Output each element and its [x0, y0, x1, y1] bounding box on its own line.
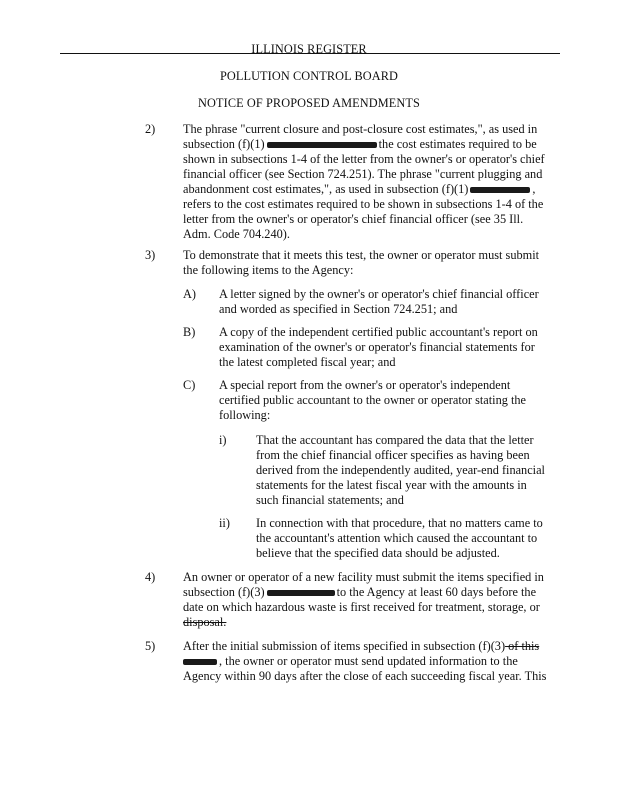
- paragraph-line: [183, 654, 518, 669]
- item-number: 4): [145, 570, 156, 584]
- paragraph-line: An owner or operator of a new facility must submit the items specified in: [183, 570, 544, 584]
- paragraph-text: , the owner or operator must send updated information to the: [219, 654, 518, 668]
- paragraph-line: That the accountant has compared the data that the letter: [256, 433, 534, 447]
- paragraph-line: A special report from the owner's or operator's independent: [219, 378, 511, 392]
- paragraph-line: A copy of the independent certified public accountant's report on: [219, 325, 538, 339]
- notice-title: NOTICE OF PROPOSED AMENDMENTS: [198, 96, 420, 110]
- paragraph-text: to the Agency at least 60 days before the: [336, 585, 537, 599]
- item-number: C): [183, 378, 196, 392]
- paragraph-line: [183, 585, 536, 600]
- paragraph-line: statements for the latest fiscal year with the amounts in: [256, 478, 527, 492]
- paragraph-line: the accountant's attention which caused the accountant to: [256, 531, 538, 545]
- board-title: POLLUTION CONTROL BOARD: [219, 69, 399, 83]
- item-number: A): [183, 287, 196, 301]
- paragraph-line: derived from the independently audited, year-end financial: [256, 463, 545, 477]
- paragraph-line: believe that the specified data should be adjusted.: [256, 546, 500, 560]
- struck-text: disposal.: [183, 615, 227, 629]
- paragraph-line: shown in subsections 1-4 of the letter from the owner's or operator's chief: [183, 152, 545, 166]
- paragraph-text: the cost estimates required to be: [378, 137, 537, 151]
- paragraph-line: In connection with that procedure, that no matters came to: [256, 516, 543, 530]
- struck-text: of this: [505, 639, 540, 653]
- item-number: ii): [219, 516, 230, 530]
- paragraph-line: the latest completed fiscal year; and: [219, 355, 396, 369]
- paragraph-line: The phrase "current closure and post-closure cost estimates,", as used in: [183, 122, 538, 136]
- redaction-mark: [470, 187, 530, 193]
- paragraph-text: subsection (f)(3): [183, 585, 265, 599]
- paragraph-line: Agency within 90 days after the close of each succeeding fiscal year. This: [183, 669, 547, 683]
- paragraph-line: examination of the owner's or operator's financial statements for: [219, 340, 535, 354]
- redaction-mark: [183, 659, 217, 665]
- paragraph-line: refers to the cost estimates required to be shown in subsections 1-4 of the: [183, 197, 544, 211]
- item-number: 3): [145, 248, 156, 262]
- paragraph-line: date on which hazardous waste is first received for treatment, storage, or: [183, 600, 540, 614]
- register-title: ILLINOIS REGISTER: [251, 42, 367, 56]
- paragraph-line: following:: [219, 408, 271, 422]
- paragraph-line: and worded as specified in Section 724.251; and: [219, 302, 458, 316]
- paragraph-text: subsection (f)(1): [183, 137, 265, 151]
- item-number: B): [183, 325, 196, 339]
- paragraph-line: from the chief financial officer specifies as having been: [256, 448, 530, 462]
- paragraph-line: [183, 615, 226, 630]
- paragraph-line: [183, 137, 537, 152]
- paragraph-text: After the initial submission of items specified in subsection (f)(3): [183, 639, 506, 653]
- paragraph-line: Adm. Code 704.240).: [183, 227, 290, 241]
- item-number: 5): [145, 639, 156, 653]
- paragraph-line: A letter signed by the owner's or operator's chief financial officer: [219, 287, 539, 301]
- paragraph-line: the following items to the Agency:: [183, 263, 354, 277]
- item-number: i): [219, 433, 227, 447]
- paragraph-line: such financial statements; and: [256, 493, 404, 507]
- paragraph-line: abandonment cost estimates,", as used in subsection (f)(1) ,: [183, 182, 536, 196]
- paragraph-text: abandonment cost estimates,", as used in subsection (f)(1): [183, 182, 469, 196]
- redaction-mark: [267, 142, 377, 148]
- paragraph-line: financial officer (see Section 724.251). The phrase "current plugging and: [183, 167, 543, 181]
- paragraph-line: letter from the owner's or operator's chief financial officer (see 35 Ill.: [183, 212, 524, 226]
- paragraph-line: certified public accountant to the owner or operator stating the: [219, 393, 526, 407]
- paragraph-line: To demonstrate that it meets this test, the owner or operator must submit: [183, 248, 540, 262]
- redaction-mark: [267, 590, 335, 596]
- item-number: 2): [145, 122, 156, 136]
- paragraph-line: [183, 639, 539, 654]
- header-rule: [60, 53, 560, 54]
